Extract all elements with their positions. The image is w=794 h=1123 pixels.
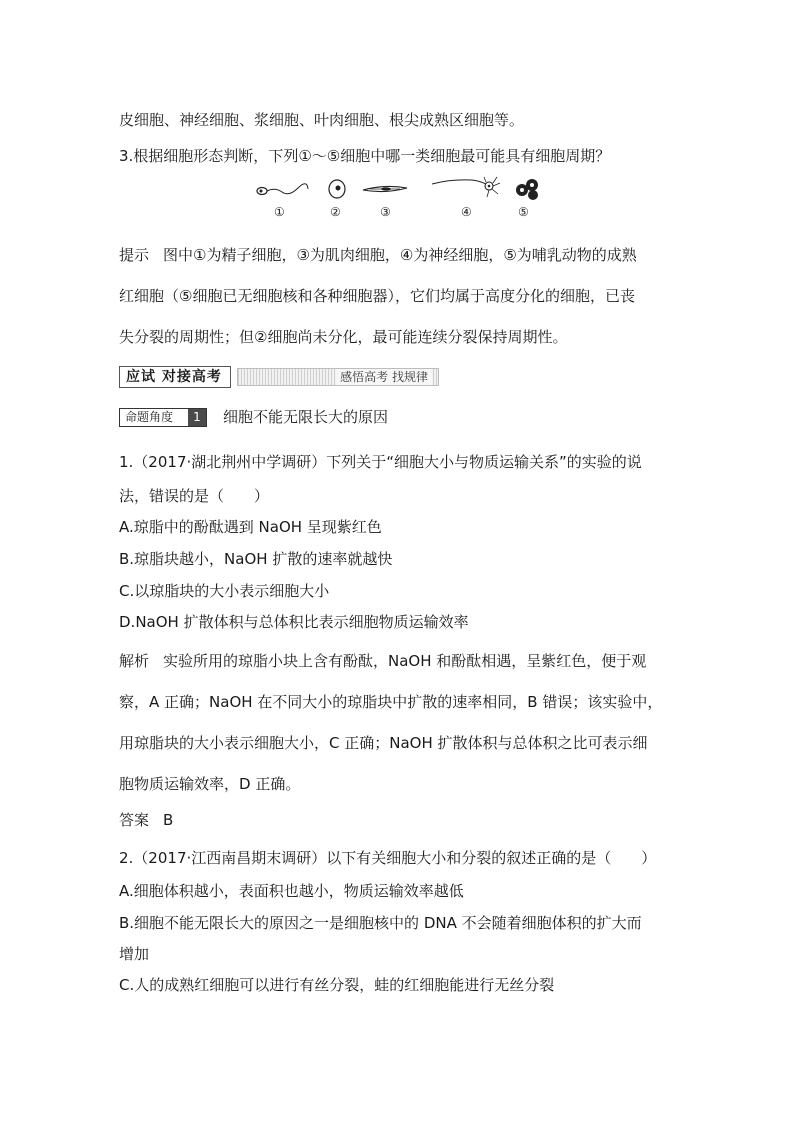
hint-line-2: 红细胞（⑤细胞已无细胞核和各种细胞器），它们均属于高度分化的细胞，已丧 (119, 287, 635, 305)
q2-option-b-cont: 增加 (119, 945, 150, 963)
figure-label-2: ② (330, 205, 341, 219)
q1-answer (119, 810, 173, 830)
q1-option-a: A.琼脂中的酚酞遇到 NaOH 呈现紫红色 (119, 518, 382, 536)
cell-diagrams (250, 174, 550, 204)
cell-figure (250, 174, 550, 224)
topic-tag: 命题角度 1 (119, 408, 207, 427)
answer-label: 答案 (119, 811, 150, 829)
hint-line-3: 失分裂的周期性；但②细胞尚未分化，最可能连续分裂保持周期性。 (119, 328, 568, 346)
intro-line: 皮细胞、神经细胞、浆细胞、叶肉细胞、根尖成熟区细胞等。 (119, 111, 525, 129)
topic-title: 细胞不能无限长大的原因 (223, 408, 389, 426)
q2-option-b: B.细胞不能无限长大的原因之一是细胞核中的 DNA 不会随着细胞体积的扩大而 (119, 914, 642, 932)
q1-stem-line-2: 法，错误的是（ ） (119, 487, 270, 505)
q2-stem: 2.（2017·江西南昌期末调研）以下有关细胞大小和分裂的叙述正确的是（ ） (119, 849, 657, 867)
hint-line-1: 提示 图中①为精子细胞，③为肌肉细胞，④为神经细胞，⑤为哺乳动物的成熟 (119, 246, 637, 264)
question-3: 3.根据细胞形态判断，下列①～⑤细胞中哪一类细胞最可能具有细胞周期？ (119, 147, 611, 165)
muscle-cell-icon (363, 186, 407, 191)
figure-label-3: ③ (380, 205, 391, 219)
hint-label: 提示 (119, 246, 150, 264)
q1-stem-line-1: 1.（2017·湖北荆州中学调研）下列关于“细胞大小与物质运输关系”的实验的说 (119, 453, 642, 471)
figure-label-5: ⑤ (518, 205, 529, 219)
q1-analysis-line-3: 用琼脂块的大小表示细胞大小，C 正确；NaOH 扩散体积与总体积之比可表示细 (119, 734, 648, 752)
sperm-cell-icon (257, 184, 308, 195)
q2-option-c: C.人的成熟红细胞可以进行有丝分裂，蛙的红细胞能进行无丝分裂 (119, 976, 555, 994)
q1-option-d: D.NaOH 扩散体积与总体积比表示细胞物质运输效率 (119, 613, 469, 631)
q2-option-a: A.细胞体积越小，表面积也越小，物质运输效率越低 (119, 882, 464, 900)
topic-number: 1 (188, 409, 206, 426)
analysis-label: 解析 (119, 652, 150, 670)
undifferentiated-cell-icon (329, 180, 345, 198)
q1-analysis-line-1: 解析 实验所用的琼脂小块上含有酚酞，NaOH 和酚酞相遇，呈紫红色，便于观 (119, 652, 647, 670)
banner-subtitle: 感悟高考 找规律 (336, 369, 432, 385)
section-banner (119, 366, 439, 388)
banner-title: 应试 对接高考 (119, 366, 231, 388)
figure-label-4: ④ (461, 205, 472, 219)
q1-analysis-line-4: 胞物质运输效率，D 正确。 (119, 775, 301, 793)
banner-stripe (237, 368, 439, 386)
q1-option-b: B.琼脂块越小，NaOH 扩散的速率就越快 (119, 550, 393, 568)
figure-label-1: ① (274, 205, 285, 219)
q1-option-c: C.以琼脂块的大小表示细胞大小 (119, 582, 330, 600)
q1-analysis-line-2: 察，A 正确；NaOH 在不同大小的琼脂块中扩散的速率相同，B 错误；该实验中， (119, 693, 663, 711)
neuron-cell-icon (432, 177, 500, 197)
red-blood-cell-icon (516, 179, 538, 200)
answer-value: B (163, 811, 174, 829)
